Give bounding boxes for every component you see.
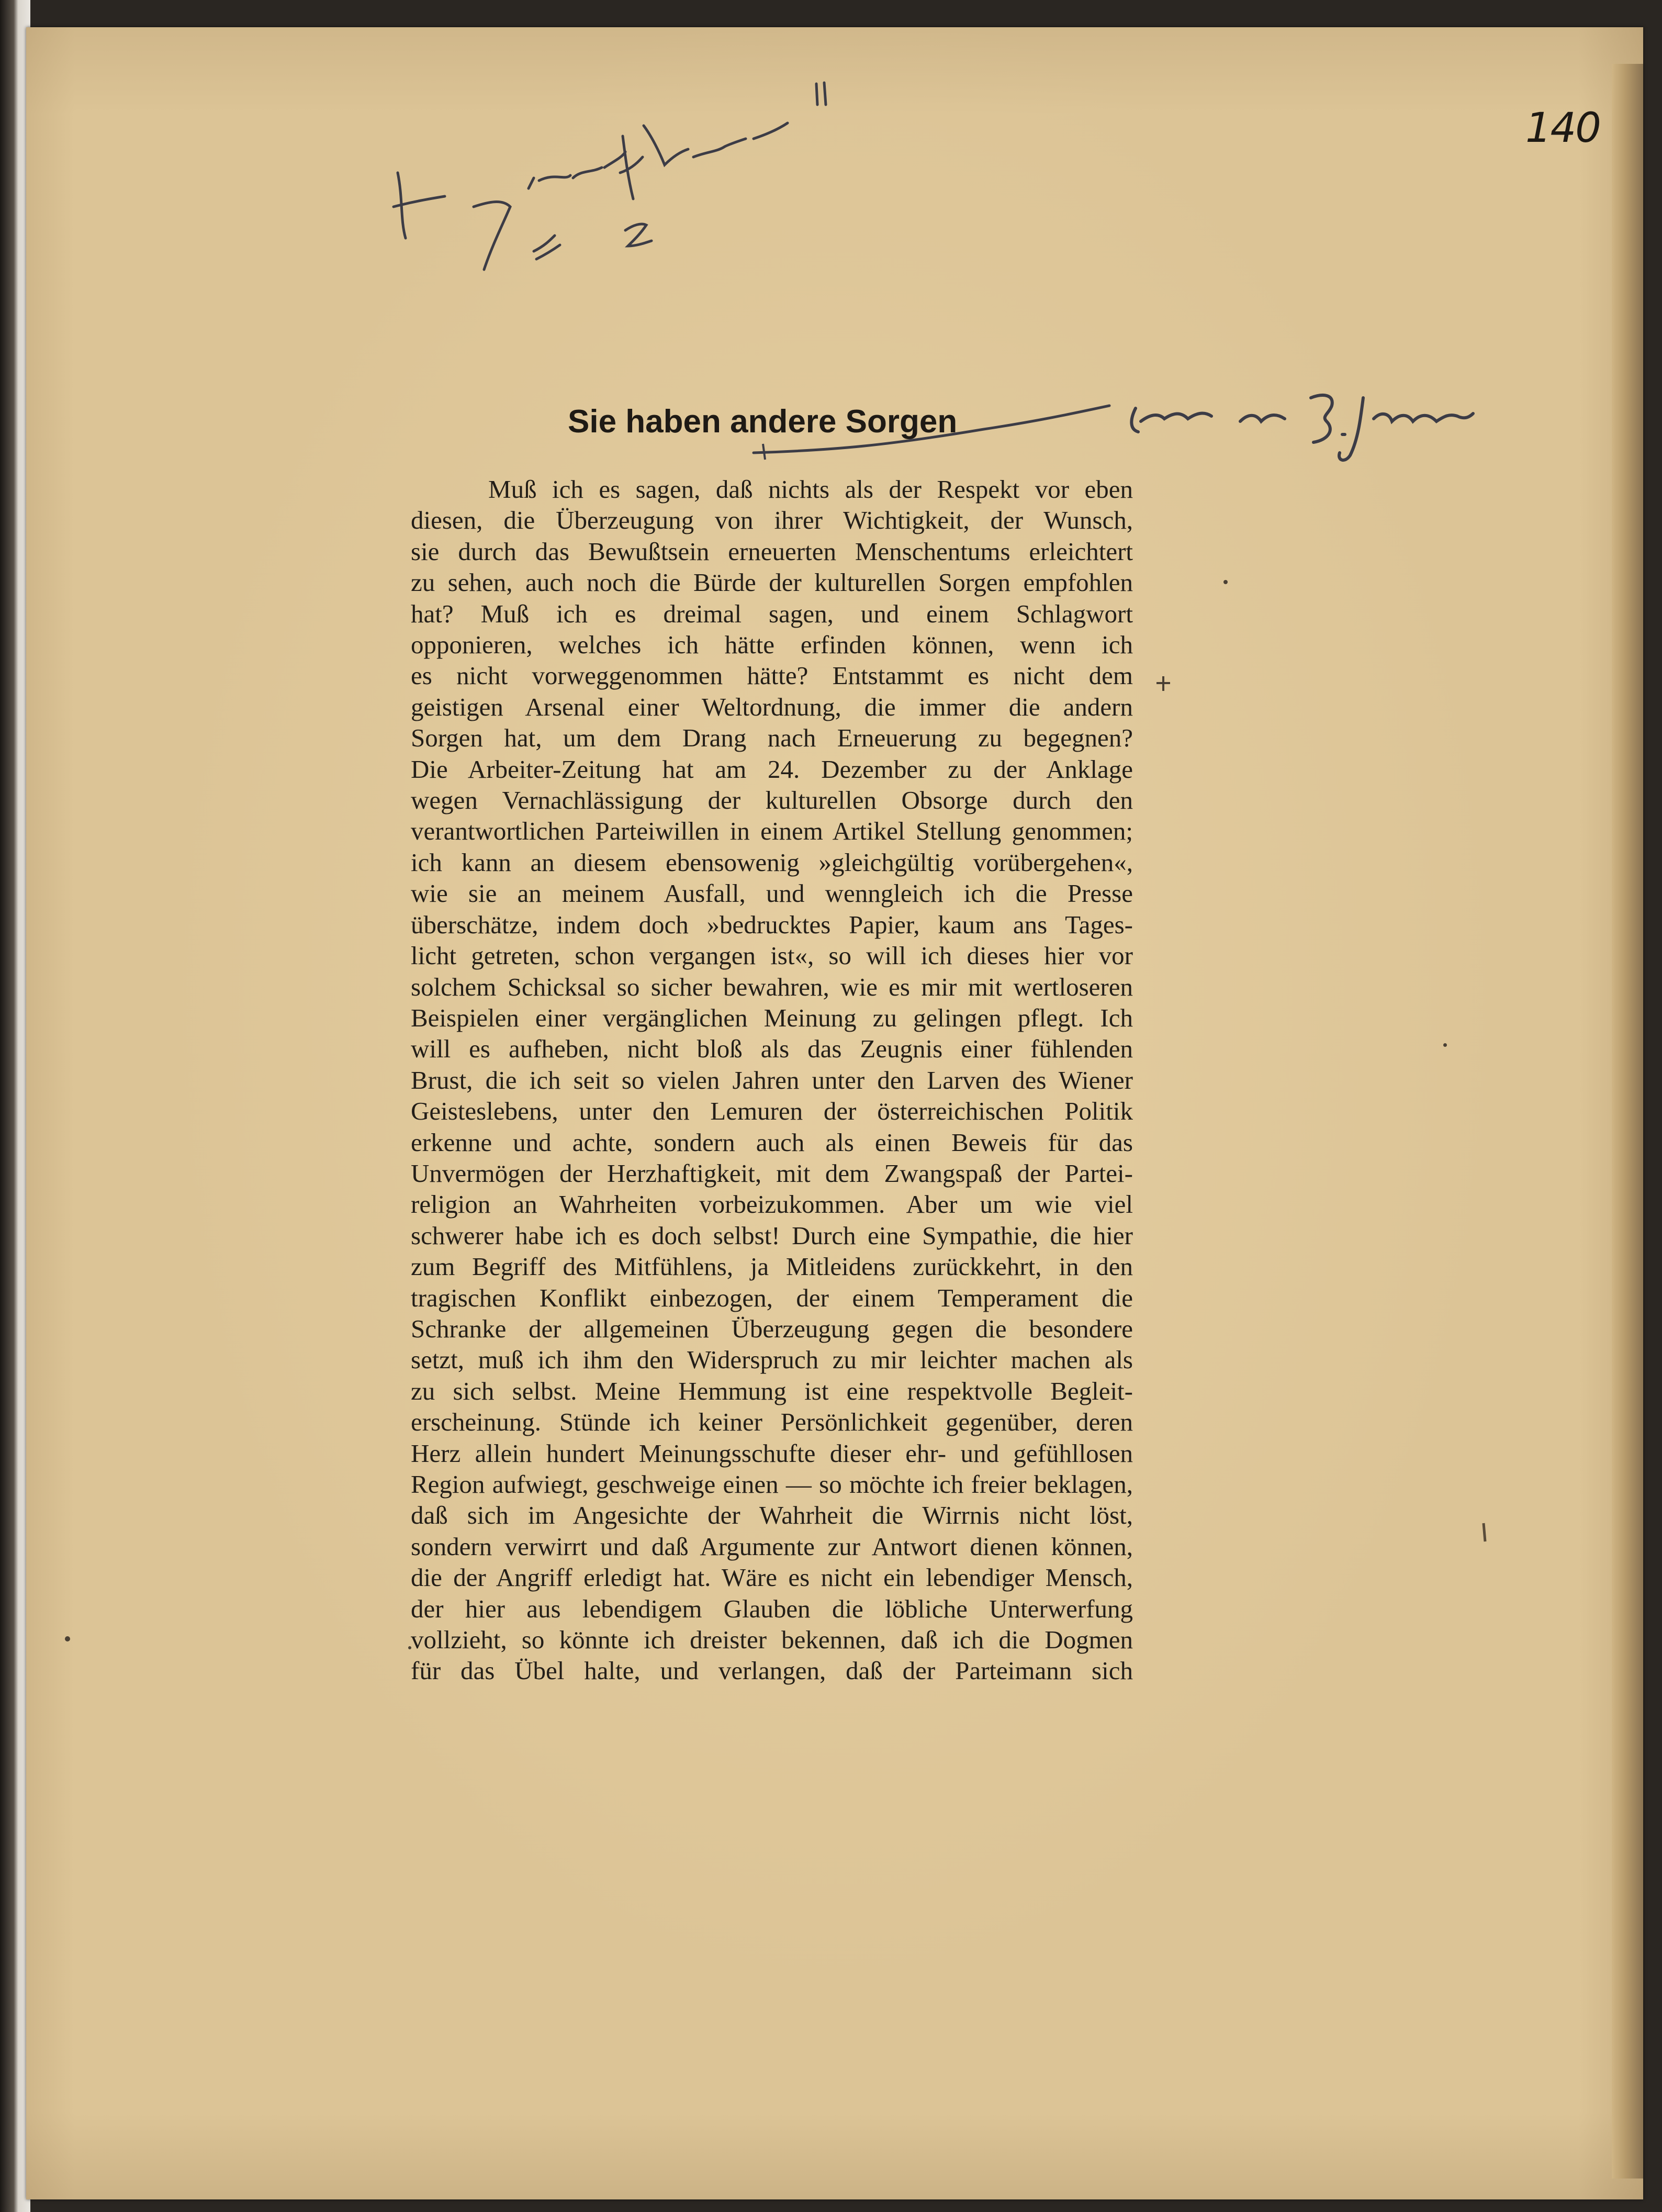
article-line: licht getreten, schon vergangen ist«, so will ich dieses hier vor	[411, 941, 1133, 970]
paper-speck	[1443, 1043, 1447, 1047]
article-line: solchem Schicksal so sicher bewahren, wie es mir mit wertloseren	[411, 972, 1133, 1001]
article-line: Geisteslebens, unter den Lemuren der österreichischen Politik	[411, 1097, 1133, 1126]
scribble-note-handwriting	[394, 83, 826, 270]
article-line: die der Angriff erledigt hat. Wäre es nicht ein lebendiger Mensch,	[411, 1563, 1133, 1592]
article-line: vollzieht, so könnte ich dreister bekennen, daß ich die Dogmen	[411, 1625, 1133, 1655]
article-line: schwerer habe ich es doch selbst! Durch eine Sympathie, die hier	[411, 1221, 1133, 1250]
margin-plus-mark	[1156, 676, 1170, 691]
article-line: ich kann an diesem ebensowenig »gleichgültig vorübergehen«,	[411, 847, 1133, 877]
article-line: zu sich selbst. Meine Hemmung ist eine respektvolle Begleit-	[411, 1376, 1133, 1405]
article-line: wegen Vernachlässigung der kulturellen Obsorge durch den	[411, 786, 1133, 815]
article-line: geistigen Arsenal einer Weltordnung, die immer die andern	[411, 692, 1133, 721]
paper-speck	[1223, 580, 1228, 584]
right-margin-tick	[1484, 1523, 1485, 1541]
article-line: zum Begriff des Mitfühlens, ja Mitleidens zurückkehrt, in den	[411, 1252, 1133, 1281]
article-line: setzt, muß ich ihm den Widerspruch zu mir leichter machen als	[411, 1345, 1133, 1375]
article-line: daß sich im Angesichte der Wahrheit die Wirrnis nicht löst,	[411, 1501, 1133, 1530]
article-line: Sorgen hat, um dem Drang nach Erneuerung zu begegnen?	[411, 723, 1133, 753]
article-line: Die Arbeiter-Zeitung hat am 24. Dezember zu der Anklage	[411, 754, 1133, 784]
page-number: 140	[1525, 105, 1600, 152]
article-line: zu sehen, auch noch die Bürde der kulturellen Sorgen empfohlen	[411, 568, 1133, 597]
article-line: religion an Wahrheiten vorbeizukommen. Aber um wie viel	[411, 1190, 1133, 1219]
article-line: Muß ich es sagen, daß nichts als der Respekt vor eben	[488, 475, 1133, 504]
article-line: sondern verwirrt und daß Argumente zur Antwort dienen können,	[411, 1532, 1133, 1561]
article-line: Unvermögen der Herzhaftigkeit, mit dem Zwangspaß der Partei-	[411, 1158, 1133, 1188]
article-line: es nicht vorweggenommen hätte? Entstammt es nicht dem	[411, 661, 1133, 690]
article-line: überschätze, indem doch »bedrucktes Papier, kaum ans Tages-	[411, 910, 1133, 939]
article-line: erkenne und achte, sondern auch als einen Beweis für das	[411, 1127, 1133, 1157]
article-line: sie durch das Bewußtsein erneuerten Menschentums erleichtert	[411, 537, 1133, 566]
article-line: der hier aus lebendigem Glauben die löbliche Unterwerfung	[411, 1594, 1133, 1623]
article-line: Brust, die ich seit so vielen Jahren unter den Larven des Wiener	[411, 1065, 1133, 1094]
article-line: hat? Muß ich es dreimal sagen, und einem Schlagwort	[411, 599, 1133, 628]
article-line: tragischen Konflikt einbezogen, der einem Temperament die	[411, 1283, 1133, 1312]
article-line: wie sie an meinem Ausfall, und wenngleich ich die Presse	[411, 879, 1133, 908]
article-line: opponieren, welches ich hätte erfinden können, wenn ich	[411, 630, 1133, 660]
article-line: Schranke der allgemeinen Überzeugung gegen die besondere	[411, 1314, 1133, 1343]
article-line: diesen, die Überzeugung von ihrer Wichtigkeit, der Wunsch,	[411, 506, 1133, 535]
article-line: Herz allein hundert Meinungsschufte dieser ehr- und gefühllosen	[411, 1438, 1133, 1468]
margin-note-handwriting	[1131, 395, 1473, 460]
title-tick-mark	[763, 444, 765, 460]
article-title: Sie haben andere Sorgen	[568, 404, 958, 440]
article-line: verantwortlichen Parteiwillen in einem Artikel Stellung genommen;	[411, 817, 1133, 846]
paper-speck	[65, 1636, 70, 1641]
article-paragraph	[411, 474, 1133, 1686]
article-line: will es aufheben, nicht bloß als das Zeugnis einer fühlenden	[411, 1034, 1133, 1064]
article-line: Region aufwiegt, geschweige einen — so möchte ich freier beklagen,	[411, 1470, 1133, 1499]
article-body	[411, 474, 1133, 1686]
article-line: erscheinung. Stünde ich keiner Persönlichkeit gegenüber, deren	[411, 1407, 1133, 1437]
article-line: für das Übel halte, und verlangen, daß der Parteimann sich	[411, 1656, 1133, 1685]
article-line: Beispielen einer vergänglichen Meinung zu gelingen pflegt. Ich	[411, 1003, 1133, 1032]
